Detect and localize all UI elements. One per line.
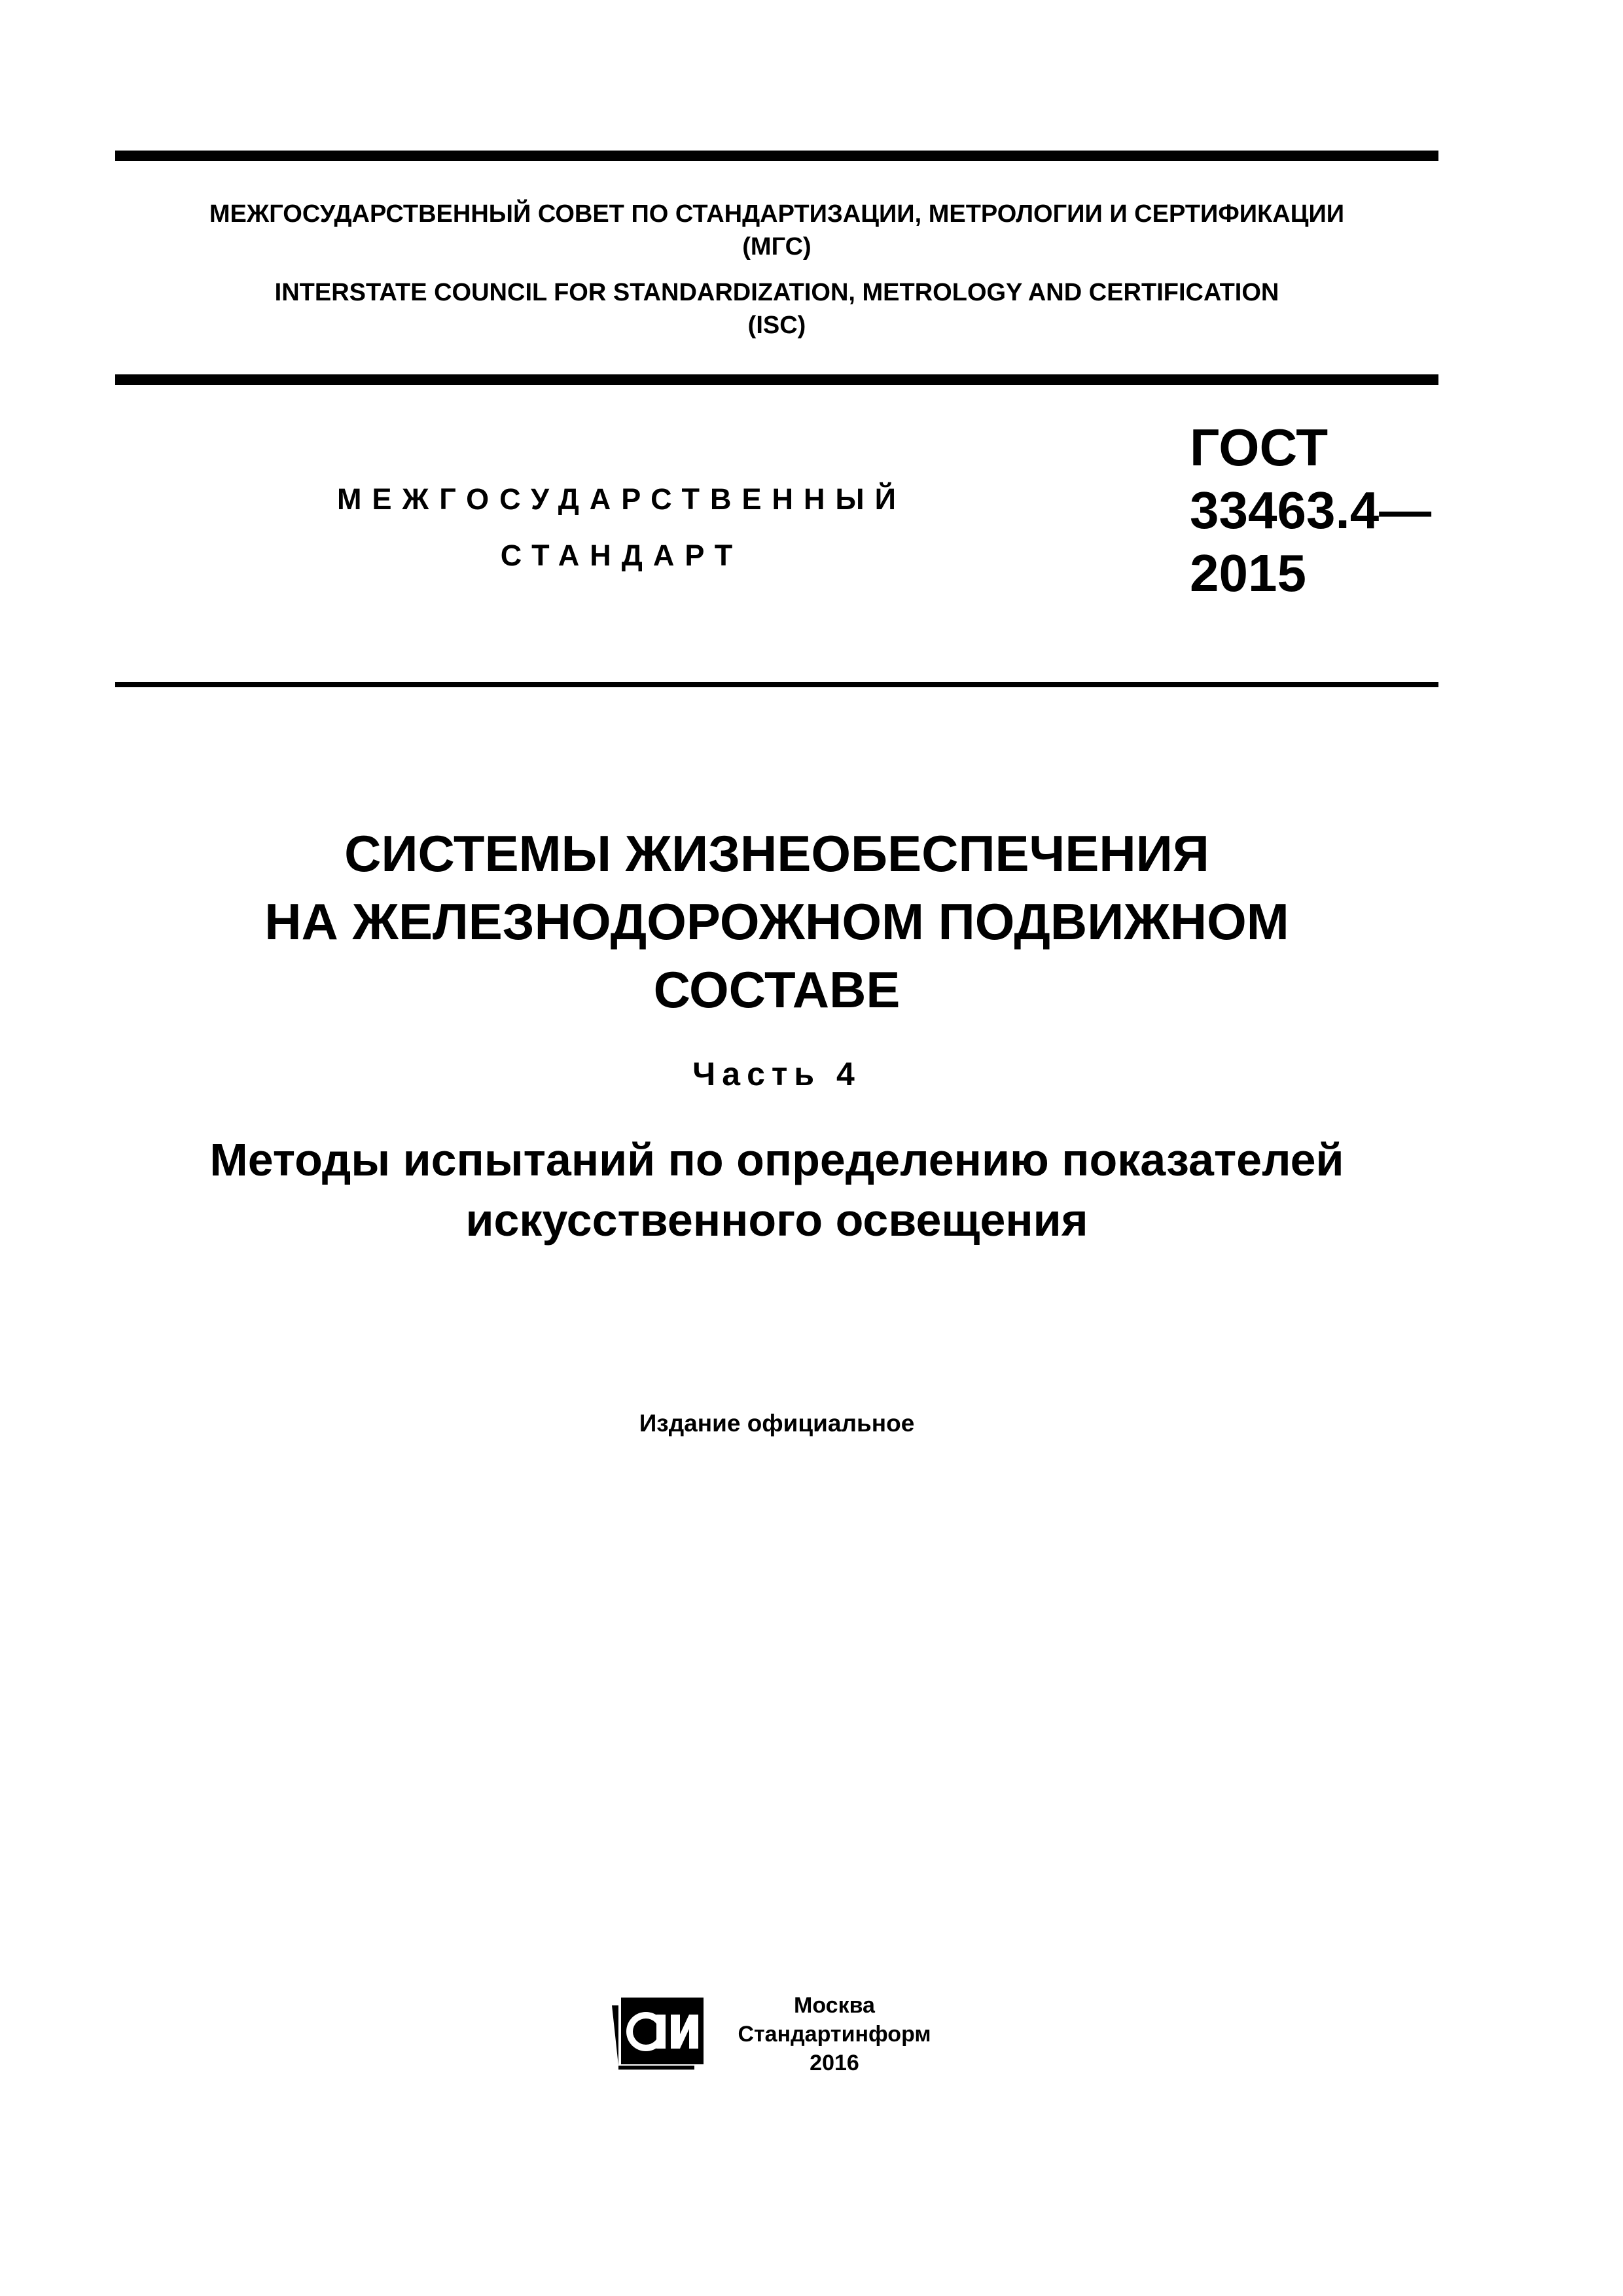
document-title <box>115 819 1438 1024</box>
standard-kind <box>262 471 982 584</box>
council-en-abbr: (ISC) <box>747 312 806 339</box>
council-ru-abbr: (МГС) <box>742 233 812 260</box>
subtitle-line1: Методы испытаний по определению показателей <box>209 1134 1344 1185</box>
publisher-year: 2016 <box>810 2051 859 2075</box>
council-ru-line: МЕЖГОСУДАРСТВЕННЫЙ СОВЕТ ПО СТАНДАРТИЗАЦИИ, МЕТРОЛОГИИ И СЕРТИФИКАЦИИ <box>209 200 1345 228</box>
publisher-city: Москва <box>794 1993 875 2018</box>
edition-label: Издание официальное <box>639 1410 915 1437</box>
standard-kind-line2: СТАНДАРТ <box>500 539 743 572</box>
gost-year: 2015 <box>1190 544 1306 602</box>
gost-designation <box>1190 416 1452 605</box>
lower-rule <box>115 682 1438 687</box>
standard-kind-line1: МЕЖГОСУДАРСТВЕННЫЙ <box>337 482 906 516</box>
publisher-info <box>723 1991 946 2077</box>
council-en-line: INTERSTATE COUNCIL FOR STANDARDIZATION, METROLOGY AND CERTIFICATION <box>274 279 1279 306</box>
middle-rule <box>115 374 1438 385</box>
council-name-en <box>115 276 1438 342</box>
part-number: Часть 4 <box>692 1056 861 1092</box>
title-line1: СИСТЕМЫ ЖИЗНЕОБЕСПЕЧЕНИЯ <box>344 825 1209 882</box>
top-rule <box>115 151 1438 161</box>
standartinform-logo-icon <box>612 1992 709 2071</box>
gost-number: 33463.4— <box>1190 481 1432 539</box>
subtitle-line2: искусственного освещения <box>465 1194 1088 1246</box>
gost-prefix: ГОСТ <box>1190 418 1329 476</box>
document-subtitle <box>115 1130 1438 1250</box>
title-line2: НА ЖЕЛЕЗНОДОРОЖНОМ ПОДВИЖНОМ <box>264 893 1289 950</box>
title-line3: СОСТАВЕ <box>653 961 901 1018</box>
council-name-ru <box>115 198 1438 263</box>
publisher-name: Стандартинформ <box>738 2022 931 2047</box>
